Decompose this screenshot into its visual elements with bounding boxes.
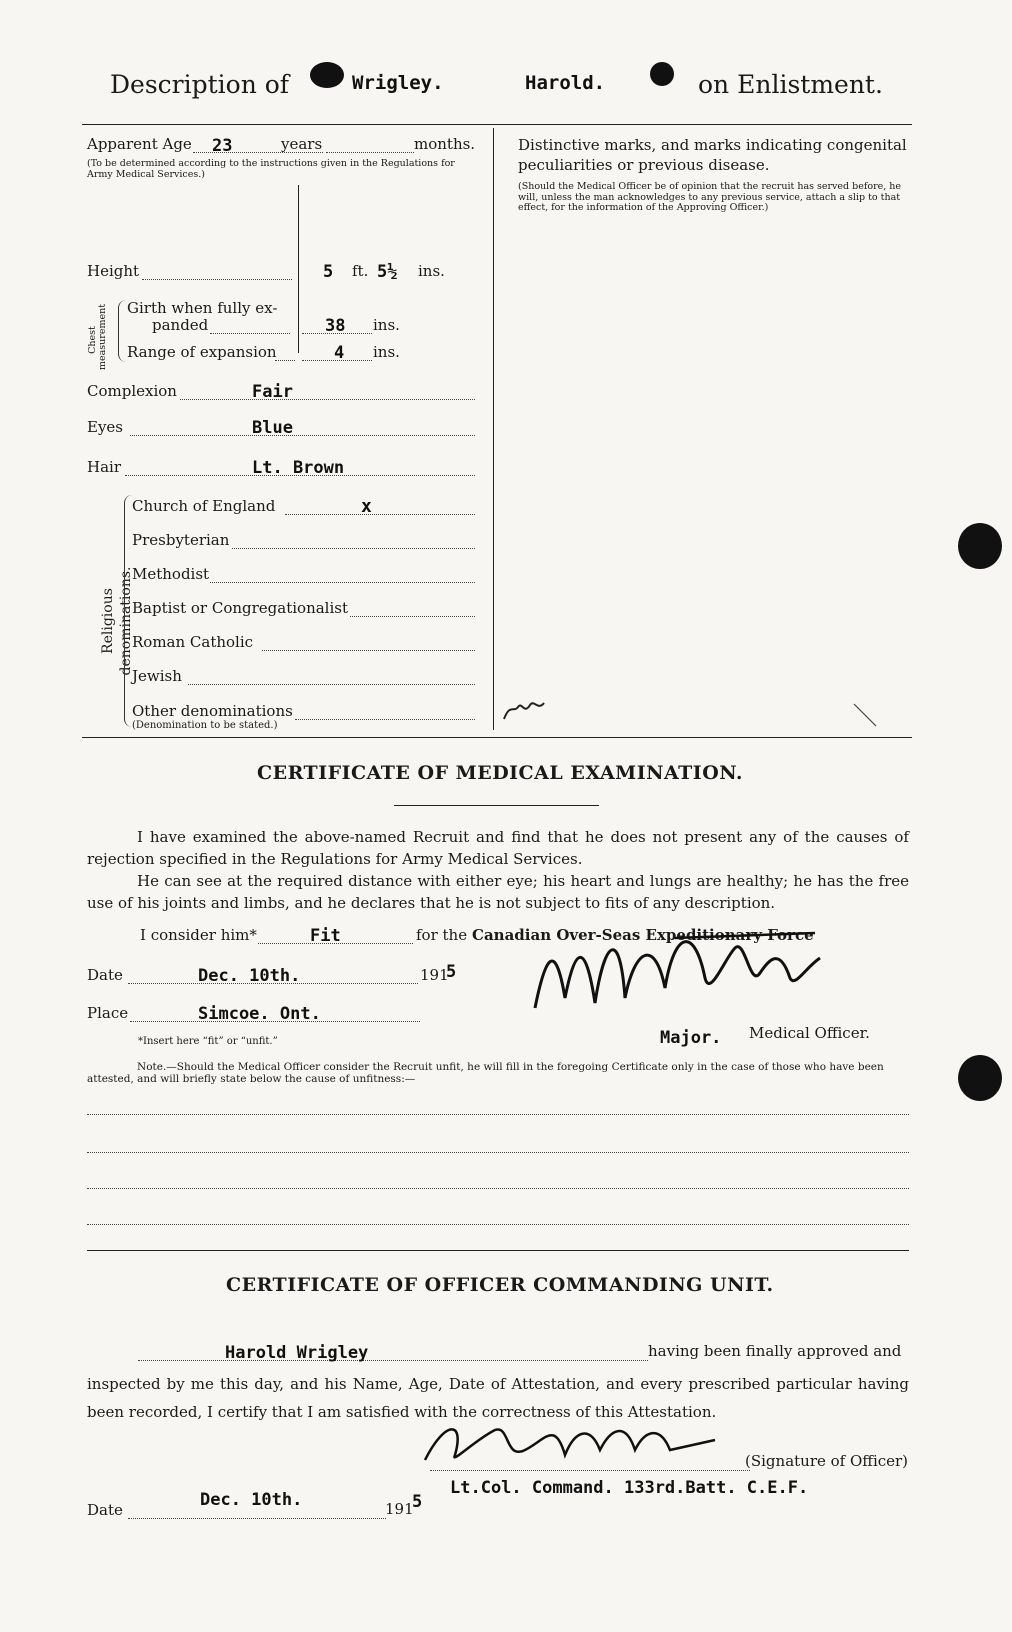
commanding-date-value: Dec. 10th. xyxy=(200,1490,303,1510)
ins-label: ins. xyxy=(418,262,445,280)
unfitness-line-2 xyxy=(87,1152,909,1153)
medical-note: Note.—Should the Medical Officer consider the Recruit unfit, he will fill in the foregoing Certificate only in the case of those who have been attested, and will briefly state below the cause of unfitness:— xyxy=(87,1061,884,1085)
commanding-date-label: Date xyxy=(87,1501,123,1519)
unfitness-line-4 xyxy=(87,1224,909,1225)
dotted-line xyxy=(210,333,290,334)
height-feet-value: 5 xyxy=(323,262,334,282)
punch-hole xyxy=(958,1055,1002,1101)
medical-certificate-title: CERTIFICATE OF MEDICAL EXAMINATION. xyxy=(257,762,744,784)
medical-year-prefix: 191 xyxy=(420,966,449,984)
commanding-para-start: having been finally approved and xyxy=(648,1342,902,1360)
section-rule xyxy=(87,1250,909,1251)
distinctive-marks-note: (Should the Medical Officer be of opinion that the recruit has served before, he will, unless the man acknowledges to any previous service, attach a slip to that effect, for the information of the Approving Officer.) xyxy=(518,181,902,213)
dotted-line xyxy=(142,279,292,280)
girth-value: 38 xyxy=(325,316,346,336)
unfitness-line-1 xyxy=(87,1114,909,1115)
medical-date-value: Dec. 10th. xyxy=(198,966,301,986)
dotted-line xyxy=(188,684,475,685)
religion-methodist: Methodist xyxy=(132,565,210,583)
medical-officer-signature xyxy=(525,918,835,1028)
column-divider xyxy=(493,128,494,730)
apparent-age-label: Apparent Age xyxy=(87,135,192,153)
medical-date-label: Date xyxy=(87,966,123,984)
dotted-line xyxy=(130,435,475,436)
recruit-name-value: Harold Wrigley xyxy=(225,1343,369,1363)
medical-officer-label: Medical Officer. xyxy=(749,1024,870,1042)
place-label: Place xyxy=(87,1004,129,1022)
signature-label: (Signature of Officer) xyxy=(745,1452,909,1470)
dotted-line xyxy=(275,360,295,361)
age-divider xyxy=(298,185,299,353)
dotted-line xyxy=(295,719,475,720)
months-label: months. xyxy=(414,135,476,153)
hair-label: Hair xyxy=(87,458,121,476)
dotted-line xyxy=(210,582,475,583)
eyes-value: Blue xyxy=(252,418,293,438)
for-the-label: for the xyxy=(416,926,468,944)
religion-other: Other denominations xyxy=(132,702,293,720)
religion-presbyterian: Presbyterian xyxy=(132,531,230,549)
height-label: Height xyxy=(87,262,140,280)
girth-label-2: panded xyxy=(152,316,209,334)
commanding-certificate-title: CERTIFICATE OF OFFICER COMMANDING UNIT. xyxy=(226,1274,774,1296)
commanding-para-rest: inspected by me this day, and his Name, Age, Date of Attestation, and every prescribed particular having been recorded, I certify that I am satisfied with the correctness of this Attestation. xyxy=(87,1375,909,1421)
dotted-line xyxy=(326,152,414,153)
section-rule xyxy=(82,737,912,738)
ink-blot xyxy=(650,62,674,86)
ink-blot xyxy=(310,62,344,88)
signature-line xyxy=(430,1470,750,1471)
girth-label-1: Girth when fully ex- xyxy=(127,299,278,317)
punch-hole xyxy=(958,523,1002,569)
distinctive-marks-heading: Distinctive marks, and marks indicating congenital peculiarities or previous disease. xyxy=(518,136,907,174)
handwritten-mark-none xyxy=(500,695,548,725)
dotted-line xyxy=(232,548,475,549)
dotted-line xyxy=(128,1518,386,1519)
medical-para-2: He can see at the required distance with either eye; his heart and lungs are healthy; he has the free use of his joints and limbs, and he declares that he is not subject to fits of any description. xyxy=(87,872,909,912)
pen-stroke xyxy=(850,700,880,730)
dotted-line xyxy=(138,1360,648,1361)
girth-ins-label: ins. xyxy=(373,316,400,334)
medical-officer-rank: Major. xyxy=(660,1028,722,1048)
years-label: years xyxy=(281,135,323,153)
unfitness-line-3 xyxy=(87,1188,909,1189)
complexion-value: Fair xyxy=(252,382,293,402)
religion-roman-catholic: Roman Catholic xyxy=(132,633,254,651)
commanding-year-prefix: 191 xyxy=(385,1500,414,1518)
medical-para-1: I have examined the above-named Recruit and find that he does not present any of the causes of rejection specified in the Regulations for Army Medical Services. xyxy=(87,828,909,868)
range-value: 4 xyxy=(334,343,345,363)
top-rule xyxy=(82,124,912,125)
hair-value: Lt. Brown xyxy=(252,458,345,478)
commanding-officer-value: Lt.Col. Command. 133rd.Batt. C.E.F. xyxy=(450,1478,809,1498)
religion-other-note: (Denomination to be stated.) xyxy=(132,720,278,731)
dotted-line xyxy=(350,616,475,617)
dotted-line xyxy=(285,514,475,515)
dotted-line xyxy=(262,650,475,651)
fitness-value: Fit xyxy=(310,926,341,946)
force-label: Canadian Over-Seas Expeditionary Force xyxy=(472,926,814,944)
header-surname: Wrigley. xyxy=(352,72,444,94)
height-inches-value: 5½ xyxy=(377,262,398,282)
place-value: Simcoe. Ont. xyxy=(198,1004,321,1024)
range-label: Range of expansion xyxy=(127,343,277,361)
apparent-age-value: 23 xyxy=(212,136,233,156)
age-note: (To be determined according to the instructions given in the Regulations for Army Medical Services.) xyxy=(87,158,455,180)
range-ins-label: ins. xyxy=(373,343,400,361)
title-rule xyxy=(394,805,599,806)
religion-baptist: Baptist or Congregationalist xyxy=(132,599,348,617)
religion-church-of-england: Church of England xyxy=(132,497,276,515)
religion-jewish: Jewish xyxy=(132,667,182,685)
religion-side-label: Religious denominations. xyxy=(100,566,134,676)
header-suffix: on Enlistment. xyxy=(698,70,883,99)
religion-mark: x xyxy=(361,496,372,517)
header-prefix: Description of xyxy=(110,70,290,99)
eyes-label: Eyes xyxy=(87,418,123,436)
dotted-line xyxy=(180,399,475,400)
commanding-year-digit: 5 xyxy=(412,1492,423,1512)
ft-label: ft. xyxy=(352,262,369,280)
complexion-label: Complexion xyxy=(87,382,177,400)
chest-side-label: Chest measurement xyxy=(87,303,108,370)
consider-label: I consider him* xyxy=(140,926,257,944)
header-given-name: Harold. xyxy=(525,72,606,94)
commanding-officer-signature xyxy=(415,1410,735,1470)
medical-year-digit: 5 xyxy=(446,962,457,982)
insert-note: *Insert here “fit” or “unfit.” xyxy=(138,1036,278,1047)
